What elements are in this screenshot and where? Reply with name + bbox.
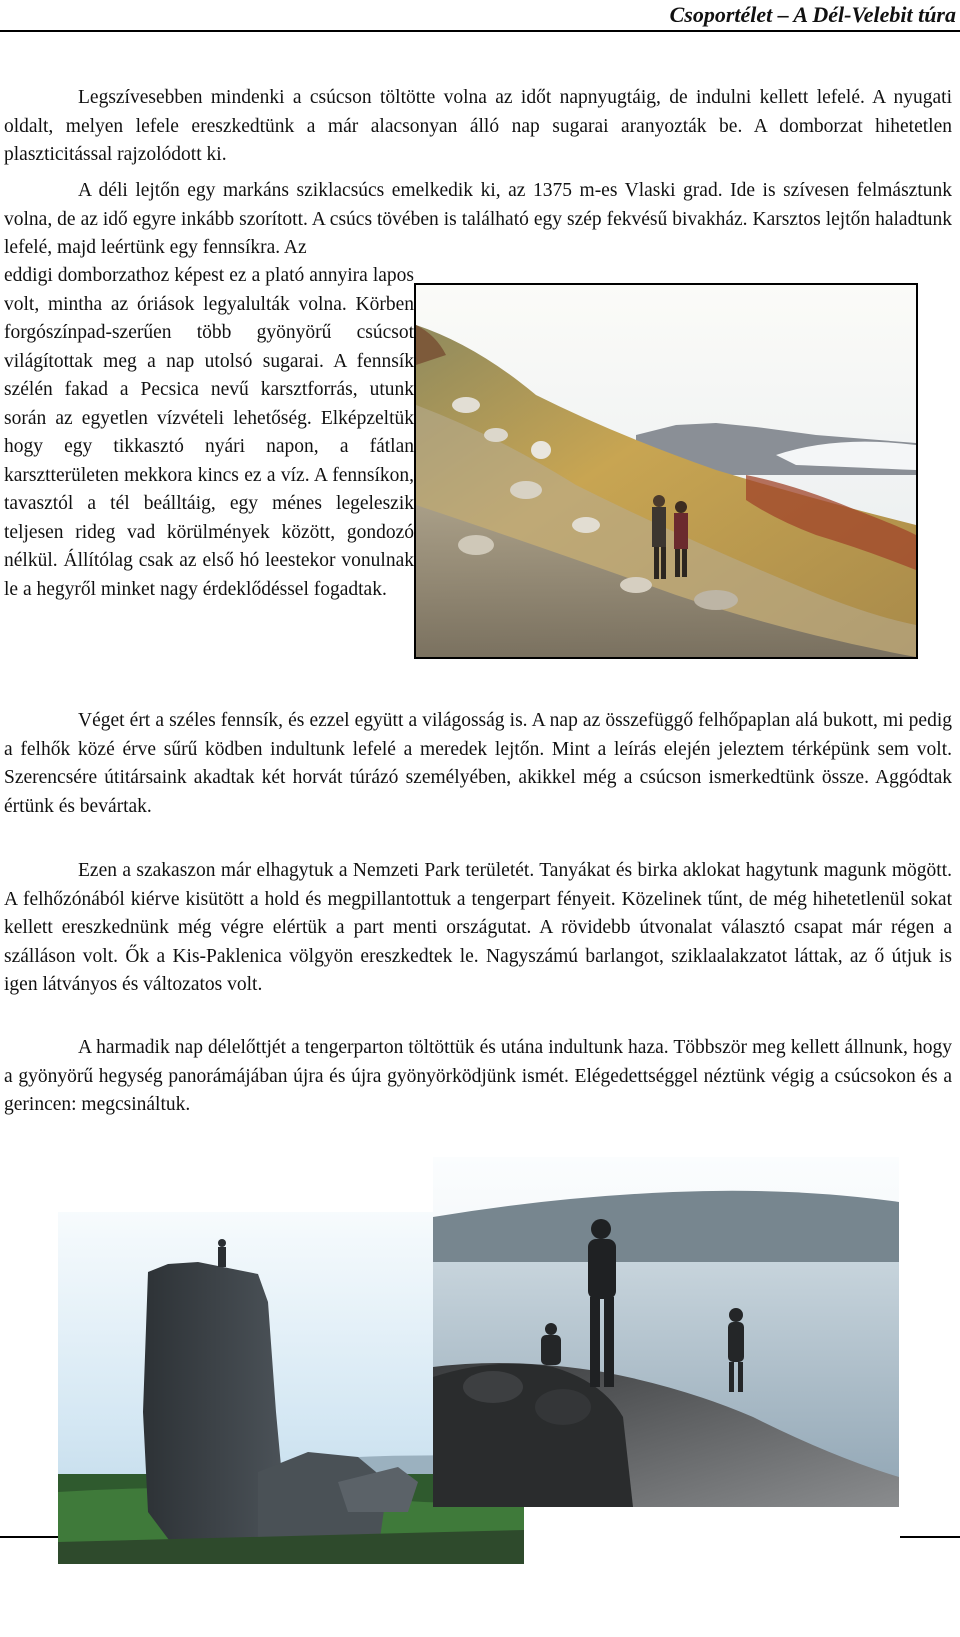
paragraph-4: Ezen a szakaszon már elhagytuk a Nemzeti Park területét. Tanyákat és birka aklokat hagytunk magunk mögött. A felhőzónából kiérve kisütött a hold és megpillantottuk a tengerpart fényeit. Közelinek tűnt, de még hihetetlenül sokat kellett ereszkednünk még végre elértük a part menti országutat. A rövidebb útvonalat választó csapat már régen a szálláson volt. Ők a Kis-Paklenica völgyön ereszkedtek le. Nagyszámú barlangot, sziklaalakzatot láttak, az ő útjuk is igen látványos és változatos volt.: [4, 860, 952, 995]
header-title: Csoportélet – A Dél-Velebit túra: [669, 2, 956, 27]
paragraph-1: Legszívesebben mindenki a csúcson töltötte volna az időt napnyugtáig, de indulni kellett lefelé. A nyugati oldalt, melyen lefele ereszkedtünk a már alacsonyan álló nap sugarai aranyozták be. A domborzat hihetetlen plaszticitással rajzolódott ki.: [4, 87, 952, 165]
hillside-hikers-image: [416, 285, 916, 657]
footer-rule-left: [0, 1536, 58, 1538]
page-header: [0, 0, 960, 32]
paragraph-2-top: A déli lejtőn egy markáns sziklacsúcs emelkedik ki, az 1375 m-es Vlaski grad. Ide is szívesen felmásztunk volna, de az idő egyre inkább szorított. A csúcs tövében is található egy szép fekvésű bivakház. Karsztos lejtőn haladtunk lefelé, majd leértünk egy fennsíkra. Az: [4, 180, 952, 258]
hillside-hikers-photo: [414, 283, 918, 659]
paragraph-5: A harmadik nap délelőttjét a tengerparton töltöttük és utána indultunk haza. Többször meg kellett állnunk, hogy a gyönyörű hegység panorámájában újra és újra gyönyörködjünk ismét. Elégedettséggel néztünk végig a csúcsokon és a gerincen: megcsináltuk.: [4, 1037, 952, 1115]
paragraph-2-wrap: eddigi domborzathoz képest ez a plató annyira lapos volt, mintha az óriások legyalulták volna. Körben forgószínpad-szerűen több gyönyörű csúcsot világítottak meg a nap utolsó sugarai. A fennsík szélén fakad a Pecsica nevű karsztforrás, utunk során az egyetlen vízvételi lehetőség. Elképzeltük hogy egy tikkasztó nyári napon, a fátlan karsztterületen mekkora kincs ez a víz. A fennsíkon, tavasztól a tél beálltáig, egy ménes legeleszik teljesen rideg vad körülmények között, gondozó nélkül. Állítólag csak az első hó leestekor vonulnak le a hegyről minket nagy érdeklődéssel fogadtak.: [4, 265, 414, 600]
seaside-bathers-image: [433, 1157, 899, 1507]
footer-rule-right: [900, 1536, 960, 1538]
seaside-bathers-photo: [433, 1157, 899, 1507]
paragraph-3: Véget ért a széles fennsík, és ezzel együtt a világosság is. A nap az összefüggő felhőpaplan alá bukott, mi pedig a felhők közé érve sűrű ködben indultunk lefelé a meredek lejtőn. Mint a leírás elején jeleztem térképünk sem volt. Szerencsére útitársaink akadtak két horvát túrázó személyében, akikkel még a csúcson ismerkedtünk össze. Aggódtak értünk és bevártak.: [4, 710, 952, 817]
person-on-tower-figure: [218, 1247, 226, 1267]
